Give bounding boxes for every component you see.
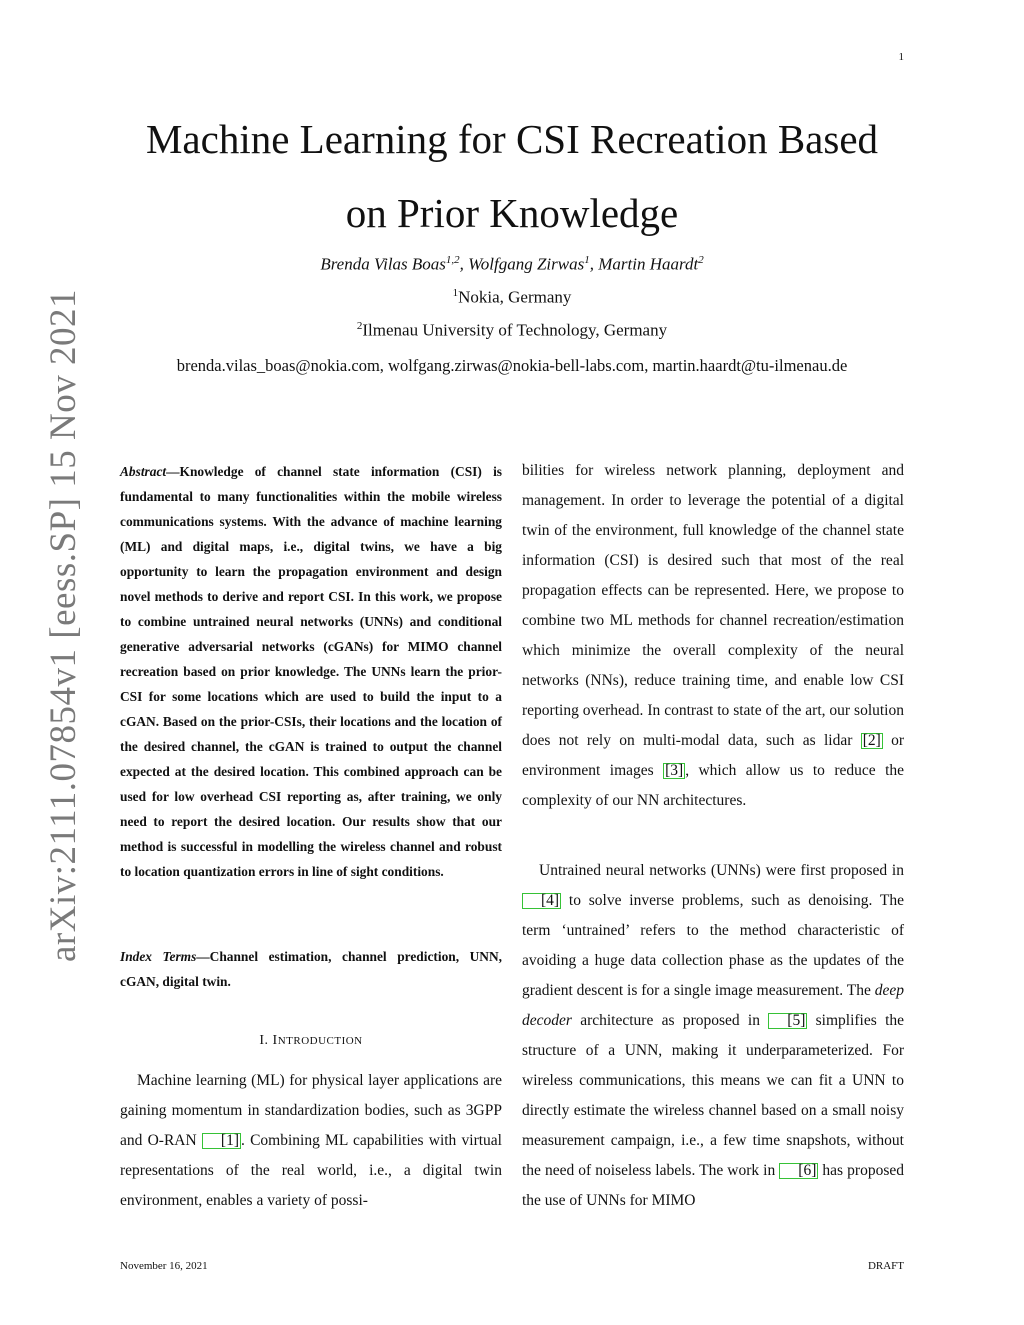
text-run: , which allow us to reduce the complexity of our NN architectures. <box>522 762 905 809</box>
affiliation-2-text: Ilmenau University of Technology, Germany <box>362 320 668 340</box>
section-number: I. <box>259 1033 273 1048</box>
author-separator: , <box>459 254 469 274</box>
page-number: 1 <box>898 51 904 63</box>
intro-paragraph <box>120 1066 502 1216</box>
text-run: has proposed the use of UNNs for MIMO <box>522 1162 904 1209</box>
right-paragraph-1 <box>522 456 904 816</box>
citation-link[interactable]: [1] <box>202 1133 241 1149</box>
paper-title <box>0 102 1024 250</box>
emphasis-deep-decoder: deep decoder <box>522 982 904 1029</box>
text-run: . Combining ML capabilities with virtual representations of the real world, i.e., a digital twin environment, enables a variety of possi- <box>120 1132 502 1209</box>
abstract-text: —Knowledge of channel state information (CSI) is fundamental to many functionalities within the mobile wireless communications systems. With the advance of machine learning (ML) and digital maps, i.e., digital twins, we have a big opportunity to learn the propagation environment and design novel methods to derive and report CSI. In this work, we propose to combine untrained neural networks (UNNs) and conditional generative adversarial networks (cGANs) for MIMO channel recreation based on prior knowledge. The UNNs learn the prior-CSI for some locations which are used to build the input to a cGAN. Based on the prior-CSIs, their locations and the location of the desired channel, the cGAN is trained to output the channel expected at the desired location. This combined approach can be used for low overhead CSI reporting as, after training, we only need to report the desired location. Our results show that our method is successful in modelling the wireless channel and robust to location quantization errors in line of sight conditions. <box>120 464 502 879</box>
citation-link[interactable]: [2] <box>862 732 881 749</box>
author-1-affil: 1,2 <box>445 254 460 266</box>
abstract-label: Abstract <box>120 464 167 479</box>
affiliation-1-text: Nokia, Germany <box>458 287 572 307</box>
citation-link[interactable]: [5] <box>768 1013 807 1029</box>
author-emails: brenda.vilas_boas@nokia.com, wolfgang.zirwas@nokia-bell-labs.com, martin.haardt@tu-ilmenau.de <box>176 356 848 375</box>
author-separator: , <box>589 254 599 274</box>
author-3-affil: 2 <box>698 254 704 266</box>
section-title-rest: NTRODUCTION <box>277 1035 363 1047</box>
citation-link[interactable]: [6] <box>779 1163 818 1179</box>
affiliation-2-marker: 2 <box>356 320 363 332</box>
index-terms-label: Index Terms <box>120 949 197 964</box>
arxiv-stamp: arXiv:2111.07854v1 [eess.SP] 15 Nov 2021 <box>43 289 84 962</box>
citation-link[interactable]: [4] <box>522 893 561 909</box>
affiliation-1 <box>0 287 1024 308</box>
author-3: Martin Haardt <box>598 254 699 274</box>
text-run: simplifies the structure of a UNN, making it underparameterized. For wireless communications, this means we can fit a UNN to directly estimate the wireless channel based on a small noisy measurement campaign, i.e., a few time snapshots, without the need of noiseless labels. The work in <box>522 1012 904 1179</box>
affiliation-1-marker: 1 <box>452 287 459 299</box>
author-list <box>0 254 1024 275</box>
author-2: Wolfgang Zirwas <box>468 254 585 274</box>
affiliation-2 <box>0 320 1024 341</box>
text-run: architecture as proposed in <box>571 1012 769 1029</box>
citation-link[interactable]: [3] <box>665 762 684 779</box>
footer-status: DRAFT <box>867 1260 904 1272</box>
index-terms-text: —Channel estimation, channel prediction, UNN, cGAN, digital twin. <box>120 949 502 989</box>
index-terms <box>120 944 502 994</box>
text-run: bilities for wireless network planning, deployment and management. In order to leverage the potential of a digital twin of the environment, full knowledge of the channel state information (CSI) is desired such that most of the real propagation effects can be represented. Here, we propose to combine two ML methods for channel recreation/estimation which minimize the overall complexity of the neural networks (NNs), reduce training time, and enable low CSI reporting overhead. In contrast to state of the art, our solution does not rely on multi-modal data, such as lidar <box>522 462 904 749</box>
abstract <box>120 459 502 884</box>
text-run: Machine learning (ML) for physical layer applications are gaining momentum in standardization bodies, such as 3GPP and O-RAN <box>120 1072 502 1149</box>
section-title-initial: I <box>272 1033 278 1048</box>
author-1: Brenda Vilas Boas <box>320 254 446 274</box>
text-run: or environment images <box>522 732 904 779</box>
title-line-1: Machine Learning for CSI Recreation Based <box>145 116 879 162</box>
text-run: to solve inverse problems, such as denoising. The term ‘untrained’ refers to the method characteristic of avoiding a huge data collection phase as the updates of the gradient descent is for a single image measurement. The <box>522 892 904 999</box>
right-paragraph-2 <box>522 856 904 1216</box>
author-2-affil: 1 <box>584 254 590 266</box>
section-heading-introduction <box>120 1033 502 1049</box>
title-line-2: on Prior Knowledge <box>345 190 679 236</box>
footer-date: November 16, 2021 <box>120 1260 208 1272</box>
text-run: Untrained neural networks (UNNs) were first proposed in <box>539 862 904 879</box>
